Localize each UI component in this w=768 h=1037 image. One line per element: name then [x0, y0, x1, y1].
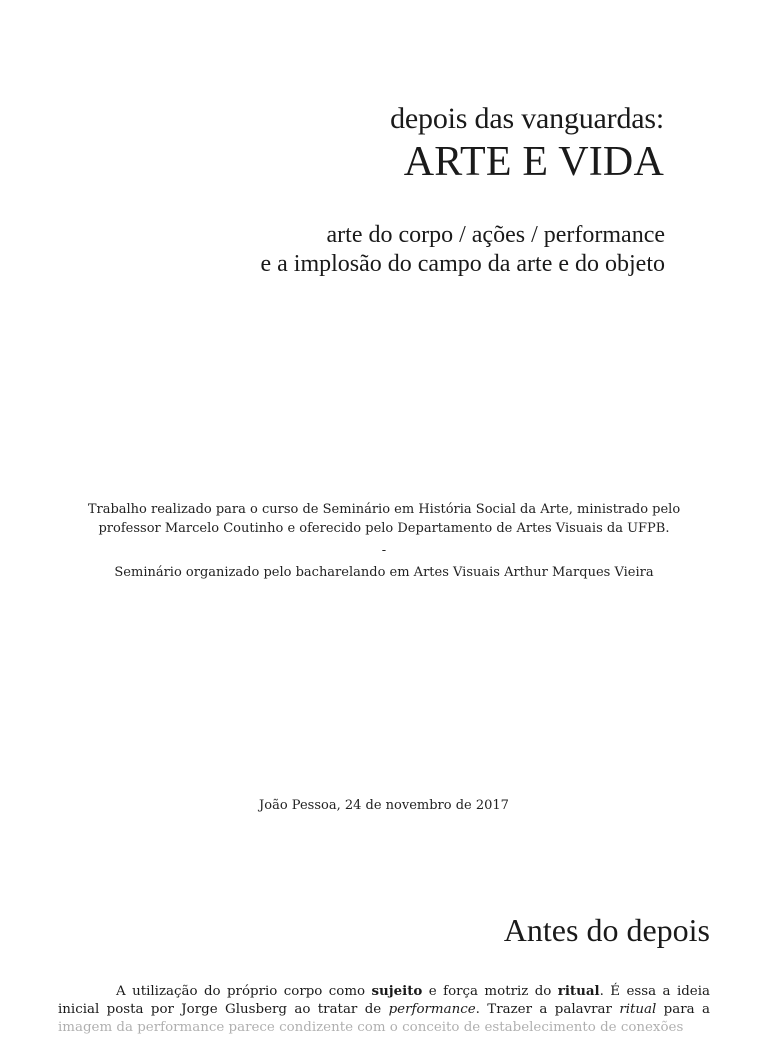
paragraph-1: [58, 982, 710, 1037]
section-heading: Antes do depois: [503, 912, 710, 948]
text-run: A utilização do próprio corpo como: [116, 984, 372, 999]
bold-term-ritual: ritual: [557, 983, 600, 999]
date-line: João Pessoa, 24 de novembro de 2017: [259, 798, 509, 813]
credits-separator: -: [381, 543, 387, 558]
subtitle-line-1: arte do corpo / ações / performance: [326, 222, 665, 248]
credits-line-2: professor Marcelo Coutinho e oferecido pelo Departamento de Artes Visuais da UFPB.: [98, 521, 670, 536]
italic-term-ritual: ritual: [619, 1002, 657, 1017]
text-run: para a: [656, 1002, 710, 1017]
cut-off-text: imagem da performance parece condizente com o conceito de estabelecimento de conexões: [58, 1020, 684, 1035]
subtitle-block: [260, 221, 665, 279]
credits-line-1: Trabalho realizado para o curso de Seminário em História Social da Arte, ministrado pelo: [87, 502, 681, 517]
text-run: . É essa a ideia inicial posta por Jorge Glusberg ao tratar de: [58, 984, 710, 1017]
title-kicker: depois das vanguardas:: [390, 102, 664, 135]
text-run: . Trazer a palavrar: [475, 1002, 620, 1017]
credits-line-3: Seminário organizado pelo bacharelando em Artes Visuais Arthur Marques Vieira: [114, 565, 654, 580]
bold-term-sujeito: sujeito: [371, 983, 423, 999]
title-block: [390, 100, 664, 186]
subtitle-line-2: e a implosão do campo da arte e do objeto: [260, 251, 665, 277]
text-run: e força motriz do: [422, 984, 558, 999]
main-title: ARTE E VIDA: [403, 139, 664, 185]
body-paragraph: [58, 982, 710, 1037]
italic-term-performance: performance: [388, 1002, 476, 1017]
credits-block: [0, 500, 768, 582]
